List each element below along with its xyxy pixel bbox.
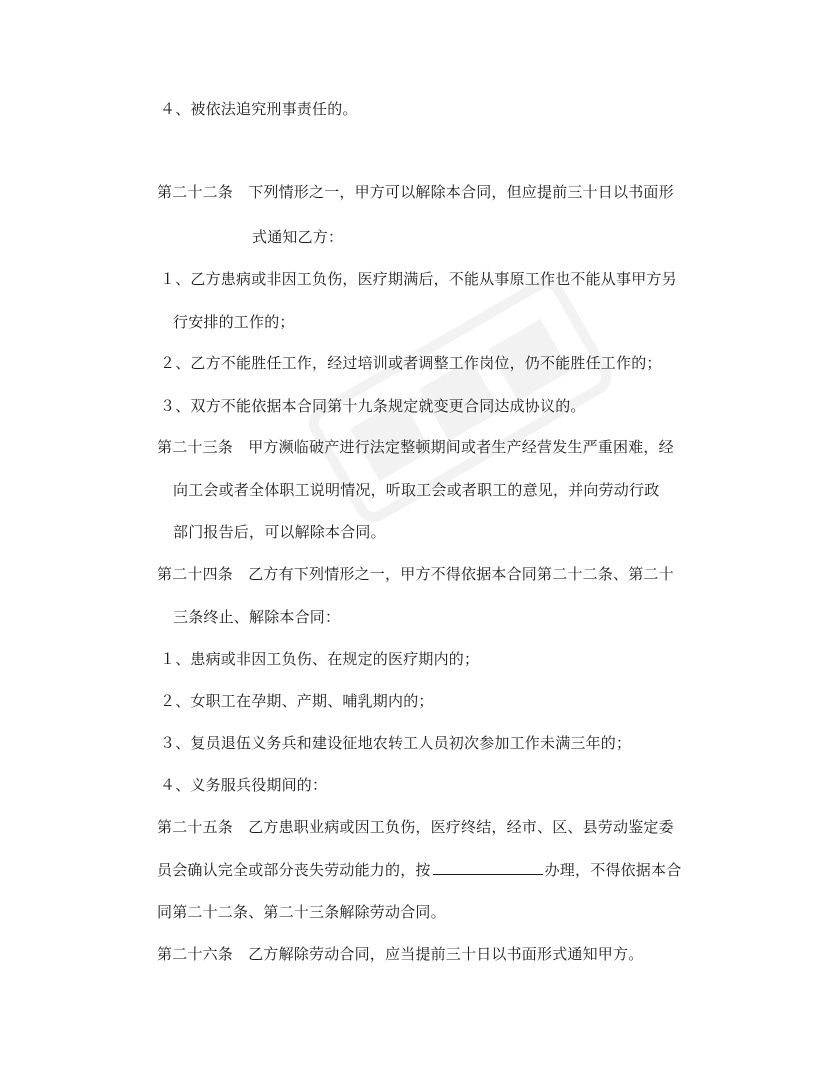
- article-23-continuation-2: 部门报告后，可以解除本合同。: [173, 523, 386, 541]
- article-25-continuation-1: [157, 860, 681, 880]
- article-23-heading: 第二十三条 甲方濒临破产进行法定整顿期间或者生产经营发生严重困难，经: [157, 438, 674, 456]
- article-24-item-4: ４、义务服兵役期间的：: [160, 776, 328, 794]
- article-24-item-1: １、患病或非因工负伤、在规定的医疗期内的；: [160, 650, 480, 668]
- fill-in-blank[interactable]: [433, 860, 543, 875]
- item-4-criminal-liability: ４、被依法追究刑事责任的。: [160, 100, 358, 118]
- article-22-continuation: 式通知乙方：: [252, 228, 344, 246]
- article-24-item-3: ３、复员退伍义务兵和建设征地农转工人员初次参加工作未满三年的；: [160, 734, 632, 752]
- article-24-continuation: 三条终止、解除本合同：: [173, 608, 341, 626]
- article-22-item-2: ２、乙方不能胜任工作，经过培训或者调整工作岗位，仍不能胜任工作的；: [160, 354, 662, 372]
- article-22-heading: 第二十二条 下列情形之一，甲方可以解除本合同，但应提前三十日以书面形: [157, 183, 674, 201]
- article-22-item-1: １、乙方患病或非因工负伤，医疗期满后，不能从事原工作也不能从事甲方另: [160, 270, 677, 288]
- article-24-heading: 第二十四条 乙方有下列情形之一，甲方不得依据本合同第二十二条、第二十: [157, 565, 674, 583]
- article-22-item-3: ３、双方不能依据本合同第十九条规定就变更合同达成协议的。: [160, 397, 586, 415]
- article-25-text-before-blank: 员会确认完全或部分丧失劳动能力的，按: [157, 861, 431, 879]
- article-25-heading: 第二十五条 乙方患职业病或因工负伤，医疗终结，经市、区、县劳动鉴定委: [157, 818, 674, 836]
- article-25-continuation-2: 同第二十二条、第二十三条解除劳动合同。: [157, 903, 446, 921]
- article-22-item-1-continuation: 行安排的工作的；: [173, 313, 295, 331]
- article-23-continuation-1: 向工会或者全体职工说明情况，听取工会或者职工的意见，并向劳动行政: [173, 481, 660, 499]
- article-25-text-after-blank: 办理，不得依据本合: [544, 861, 682, 879]
- article-26-heading: 第二十六条 乙方解除劳动合同，应当提前三十日以书面形式通知甲方。: [157, 945, 644, 963]
- article-24-item-2: ２、女职工在孕期、产期、哺乳期内的；: [160, 692, 434, 710]
